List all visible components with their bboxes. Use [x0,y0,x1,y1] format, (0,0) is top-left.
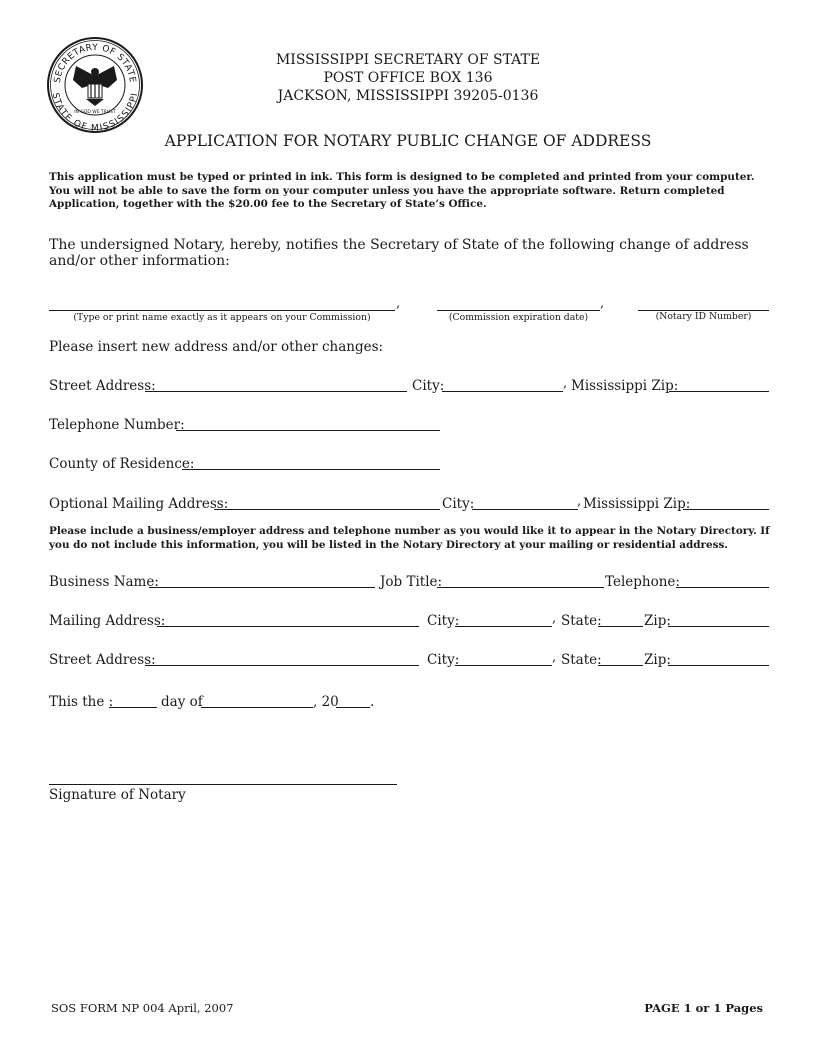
business-street-zip-label: Zip: [644,652,671,668]
form-title: APPLICATION FOR NOTARY PUBLIC CHANGE OF ADDRESS [164,132,652,150]
business-mailing-city-field[interactable] [455,626,552,627]
street-address-label: Street Address: [49,378,156,394]
signature-field[interactable] [49,784,397,785]
telephone-field[interactable] [176,430,440,431]
business-street-label: Street Address: [49,652,156,668]
optional-city-label: City: [442,496,475,512]
business-street-city-field[interactable] [455,665,552,666]
agency-name: MISSISSIPPI SECRETARY OF STATE [275,52,541,68]
notary-name-field[interactable] [49,310,395,311]
telephone-label: Telephone Number: [49,417,185,433]
business-mailing-field[interactable] [157,626,419,627]
optional-mailing-field[interactable] [214,509,440,510]
business-mailing-zip-field[interactable] [668,626,769,627]
day-of-label: day of [161,694,203,710]
business-name-field[interactable] [149,587,375,588]
business-mailing-city-label: City: [427,613,460,629]
comma: , [577,494,582,509]
business-telephone-label: Telephone: [605,574,680,590]
signature-label: Signature of Notary [49,787,186,803]
year-field[interactable] [336,707,370,708]
form-id: SOS FORM NP 004 April, 2007 [51,1001,234,1015]
insert-prompt: Please insert new address and/or other changes: [49,339,384,355]
agency-po-box: POST OFFICE BOX 136 [323,70,493,86]
business-street-field[interactable] [145,665,419,666]
business-name-label: Business Name: [49,574,159,590]
agency-city: JACKSON, MISSISSIPPI 39205-0136 [277,88,539,104]
city-field[interactable] [442,391,563,392]
business-street-state-label: State: [561,652,602,668]
county-field[interactable] [182,469,440,470]
optional-zip-label: Mississippi Zip: [583,496,691,512]
intro-text: The undersigned Notary, hereby, notifies the Secretary of State of the following change of address and/or other information: [49,237,749,269]
job-title-field[interactable] [437,587,604,588]
comma: , [552,611,557,626]
comma: , [600,296,605,311]
optional-zip-field[interactable] [683,509,769,510]
svg-text:SECRETARY OF STATE: SECRETARY OF STATE [52,42,138,84]
comma: , [563,376,568,391]
year-prefix-label: , 20 [313,694,339,710]
city-label: City: [412,378,445,394]
instructions: This application must be typed or printed in ink. This form is designed to be completed and printed from your computer. You will not be able to save the form on your computer unless you have the appropriate software. Return completed Application, together with the $20.00 fee to the Secretary of State’s Office. [49,171,755,210]
county-label: County of Residence: [49,456,195,472]
optional-mailing-label: Optional Mailing Address: [49,496,229,512]
expiration-caption: (Commission expiration date) [448,312,589,323]
svg-text:STATE OF MISSISSIPPI: STATE OF MISSISSIPPI [49,92,141,134]
business-mailing-state-field[interactable] [598,626,643,627]
business-street-zip-field[interactable] [668,665,769,666]
day-field[interactable] [109,707,157,708]
comma: , [396,296,401,311]
business-mailing-state-label: State: [561,613,602,629]
job-title-label: Job Title: [380,574,443,590]
date-period: . [370,694,375,710]
month-field[interactable] [201,707,313,708]
optional-city-field[interactable] [472,509,578,510]
date-prefix-label: This the : [49,694,114,710]
business-mailing-label: Mailing Address: [49,613,166,629]
mississippi-zip-label: Mississippi Zip: [571,378,679,394]
comma: , [552,650,557,665]
business-note: Please include a business/employer address and telephone number as you would like it to appear in the Notary Directory. If you do not include this information, you will be listed in the Notary Directory at your mailing or residential address. [49,525,770,551]
business-mailing-zip-label: Zip: [644,613,671,629]
business-street-state-field[interactable] [598,665,643,666]
business-telephone-field[interactable] [676,587,769,588]
street-address-field[interactable] [145,391,407,392]
commission-expiration-field[interactable] [437,310,600,311]
svg-text:IN GOD WE TRUST: IN GOD WE TRUST [74,110,116,115]
business-street-city-label: City: [427,652,460,668]
zip-field[interactable] [669,391,769,392]
notary-id-caption: (Notary ID Number) [655,311,752,322]
name-caption: (Type or print name exactly as it appears on your Commission) [73,312,371,323]
page-count: PAGE 1 or 1 Pages [644,1001,763,1015]
